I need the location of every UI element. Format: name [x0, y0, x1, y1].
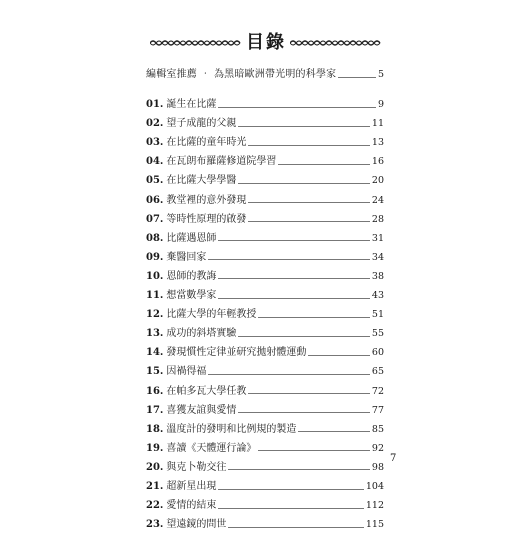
toc-entry[interactable]: [146, 478, 384, 496]
toc-entry-number: 20.: [146, 461, 164, 473]
toc-entry-number: 22.: [146, 500, 164, 512]
toc-entry-number: 04.: [146, 156, 164, 168]
toc-entry[interactable]: [146, 516, 384, 534]
toc-entry[interactable]: [146, 153, 384, 171]
toc-entry-number: 19.: [146, 442, 164, 454]
toc-entry-label: 比薩遇恩師: [166, 232, 217, 244]
dot-leader: [218, 508, 363, 509]
toc-entry-number: 12.: [146, 309, 164, 321]
dot-leader: [238, 412, 370, 413]
toc-entry[interactable]: [146, 192, 384, 210]
toc-entry-number: 15.: [146, 366, 164, 378]
toc-entry-number: 08.: [146, 232, 164, 244]
toc-entry-page: 55: [371, 328, 384, 340]
toc-entry-label: 棄醫回家: [166, 251, 207, 263]
toc-entry-page: 98: [371, 461, 384, 473]
toc-entry-label: 恩師的教誨: [166, 270, 217, 282]
toc-entry[interactable]: [146, 421, 384, 439]
toc-entry-page: 34: [371, 251, 384, 263]
toc-entry-label: 喜獲友誼與愛情: [166, 404, 237, 416]
dot-leader: [228, 469, 370, 470]
toc-entry[interactable]: [146, 230, 384, 248]
toc-entry-page: 20: [371, 175, 384, 187]
toc-entry-label: 愛情的結束: [166, 500, 217, 512]
page-title: 目錄: [246, 32, 286, 53]
toc-entry-number: 18.: [146, 423, 164, 435]
toc-entry[interactable]: [146, 211, 384, 229]
toc-entry[interactable]: [146, 96, 384, 114]
toc-entry-number: 16.: [146, 385, 164, 397]
dot-leader: [238, 183, 370, 184]
toc-entry-label: 溫度計的發明和比例規的製造: [166, 423, 297, 435]
dot-leader: [248, 221, 370, 222]
toc-entry-page: 65: [371, 366, 384, 378]
toc-entry-page: 112: [365, 500, 384, 512]
dot-leader: [218, 298, 370, 299]
toc-entry[interactable]: [146, 344, 384, 362]
toc-entry-label: 望遠鏡的問世: [166, 519, 227, 531]
toc-entry-page: 60: [371, 347, 384, 359]
toc-entry-number: 01.: [146, 99, 164, 110]
toc-entry-label: 發現慣性定律並研究拋射體運動: [166, 347, 307, 359]
toc-entry-page: 28: [371, 213, 384, 225]
dot-leader: [208, 374, 370, 375]
toc-entry-number: 06.: [146, 194, 164, 206]
toc-entry[interactable]: [146, 325, 384, 343]
toc-entry-label: 因禍得福: [166, 366, 207, 378]
toc-entry-number: 14.: [146, 347, 164, 359]
toc-entry-number: 11.: [146, 290, 164, 301]
toc-entry[interactable]: [146, 402, 384, 420]
toc-entry-page: 72: [371, 385, 384, 397]
decorative-rule-left-icon: [150, 39, 242, 47]
toc-entry-page: 43: [371, 290, 384, 301]
toc-entry[interactable]: [146, 440, 384, 458]
toc-entry-number: 02.: [146, 118, 164, 130]
dot-leader: [258, 450, 370, 451]
toc-entry-number: 03.: [146, 137, 164, 149]
toc-entry[interactable]: [146, 115, 384, 133]
dot-leader: [218, 489, 363, 490]
toc-entry-label: 超新星出現: [166, 481, 217, 492]
toc-entry[interactable]: [146, 249, 384, 267]
toc-entry-page: 24: [371, 194, 384, 206]
toc-entry-page: 11: [371, 118, 384, 130]
toc-entry[interactable]: [146, 459, 384, 477]
dot-leader: [208, 259, 370, 260]
dot-leader: [218, 107, 376, 108]
dot-leader: [248, 145, 370, 146]
toc-entry-page: 9: [377, 99, 384, 110]
toc-entry-page: 115: [365, 519, 384, 531]
toc-entry-label: 在瓦朗布羅薩修道院學習: [166, 156, 277, 168]
dot-leader: [248, 393, 370, 394]
toc-entry-label: 喜讀《天體運行論》: [166, 442, 257, 454]
dot-leader: [238, 126, 370, 127]
toc-entry-label: 在帕多瓦大學任教: [166, 385, 247, 397]
toc-entry-editor-note[interactable]: [146, 66, 384, 84]
toc-entry[interactable]: [146, 134, 384, 152]
dot-leader: [248, 202, 370, 203]
toc-entry-page: 85: [371, 423, 384, 435]
decorative-rule-right-icon: [290, 39, 382, 47]
dot-leader: [218, 240, 370, 241]
toc-entry-page: 51: [371, 309, 384, 321]
toc-entry-number: 13.: [146, 328, 164, 340]
toc-entry-label: 等時性原理的啟發: [166, 213, 247, 225]
dot-leader: [298, 431, 370, 432]
toc-entry-page: 92: [371, 442, 384, 454]
dot-leader: [258, 317, 370, 318]
toc-entry-page: 31: [371, 232, 384, 244]
toc-entry[interactable]: [146, 363, 384, 381]
toc-entry-number: 17.: [146, 404, 164, 416]
toc-entry-label: 誕生在比薩: [166, 99, 217, 110]
toc-entry-page: 13: [371, 137, 384, 149]
page-number: 7: [390, 453, 397, 464]
toc-entry[interactable]: [146, 306, 384, 324]
toc-entry-number: 23.: [146, 519, 164, 531]
toc-entry-label: 比薩大學的年輕教授: [166, 309, 257, 321]
toc-entry-page: 104: [365, 481, 384, 492]
toc-entry-page: 38: [371, 270, 384, 282]
dot-leader: [308, 355, 370, 356]
toc-entry[interactable]: [146, 268, 384, 286]
dot-leader: [238, 336, 370, 337]
toc-entry-number: 09.: [146, 251, 164, 263]
dot-leader: [218, 278, 370, 279]
dot-leader: [228, 527, 363, 528]
toc-entry-label: 與克卜勒交往: [166, 461, 227, 473]
toc-entry-label: 成功的斜塔實驗: [166, 328, 237, 340]
toc-entry-label: 教堂裡的意外發現: [166, 194, 247, 206]
toc-entry[interactable]: [146, 172, 384, 190]
toc-entry-number: 05.: [146, 175, 164, 187]
toc-entry[interactable]: [146, 287, 384, 305]
toc-entry-label: 在比薩的童年時光: [166, 137, 247, 149]
toc-entry-number: 10.: [146, 270, 164, 282]
toc-entry-label: 想當數學家: [166, 290, 217, 301]
toc-entry-label: 望子成龍的父親: [166, 118, 237, 130]
toc-entry-label: 編輯室推薦 ‧ 為黑暗歐洲帶光明的科學家: [146, 69, 337, 80]
toc-entry-label: 在比薩大學學醫: [166, 175, 237, 187]
dot-leader: [278, 164, 370, 165]
toc-entry-page: 16: [371, 156, 384, 168]
toc-entry[interactable]: [146, 383, 384, 401]
toc-entry-page: 77: [371, 404, 384, 416]
dot-leader: [338, 77, 376, 78]
toc-entry-number: 21.: [146, 481, 164, 492]
toc-header: [0, 28, 520, 58]
toc-entry-number: 07.: [146, 213, 164, 225]
toc-entry-page: 5: [377, 69, 384, 80]
